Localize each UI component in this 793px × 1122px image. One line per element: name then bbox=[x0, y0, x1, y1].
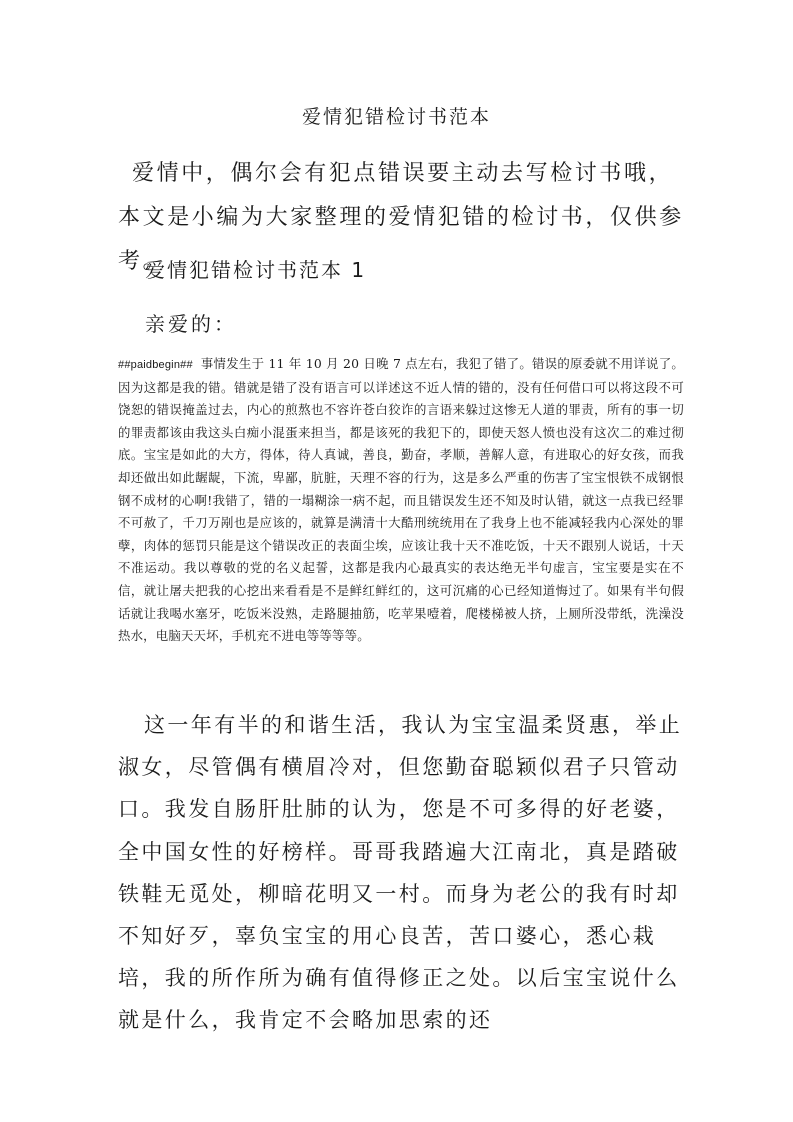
intro-paragraph: 爱情中，偶尔会有犯点错误要主动去写检讨书哦，本文是小编为大家整理的爱情犯错的检讨书，仅供参考。 bbox=[118, 161, 684, 274]
letter-paragraph-2: 这一年有半的和谐生活，我认为宝宝温柔贤惠，举止淑女，尽管偶有横眉冷对，但您勤奋聪颖似君子只管动口。我发自肠肝肚肺的认为，您是不可多得的好老婆，全中国女性的好榜样。哥哥我踏遍大江南北，真是踏破铁鞋无觅处，柳暗花明又一村。而身为老公的我有时却不知好歹，辜负宝宝的用心良苦，苦口婆心，悉心栽培，我的所作所为确有值得修正之处。以后宝宝说什么就是什么，我肯定不会略加思索的还 bbox=[118, 713, 683, 1033]
document-title: 爱情犯错检讨书范本 bbox=[301, 106, 491, 128]
letter-paragraph-1-text: 事情发生于 11 年 10 月 20 日晚 7 点左右，我犯了错了。错误的原委就不用详说了。因为这都是我的错。错就是错了没有语言可以详述这不近人情的错的，没有任何借口可以将这段不可饶恕的错误掩盖过去，内心的煎熬也不容许苍白狡诈的言语来躲过这惨无人道的罪责，所有的事一切的罪责都该由我这头白痴小混蛋来担当，都是该死的我犯下的，即使天怒人愤也没有这次二的难过彻底。宝宝是如此的大方，得体，待人真诚，善良，勤奋，孝顺，善解人意，有进取心的好女孩，而我却还做出如此龌龊，下流，卑鄙，肮脏，天理不容的行为，这是多么严重的伤害了宝宝恨铁不成钢恨钢不成材的心啊!我错了，错的一塌糊涂一病不起，而且错误发生还不知及时认错，就这一点我已经罪不可赦了，千刀万剐也是应该的，就算是满清十大酷刑统统用在了我身上也不能减轻我内心深处的罪孽，肉体的惩罚只能是这个错误改正的表面尘埃，应该让我十天不准吃饭，十天不跟别人说话，十天不准运动。我以尊敬的党的名义起誓，这都是我内心最真实的表达绝无半句虚言，宝宝要是实在不信，就让屠夫把我的心挖出来看看是不是鲜红鲜红的，这可沉痛的心已经知道悔过了。如果有半句假话就让我喝水塞牙，吃饭米没熟，走路腿抽筋，吃苹果噎着，爬楼梯被人挤，上厕所没带纸，洗澡没热水，电脑天天坏，手机充不进电等等等等。 bbox=[118, 356, 684, 644]
section-heading: 爱情犯错检讨书范本 1 bbox=[145, 258, 367, 282]
letter-paragraph-1 bbox=[118, 353, 684, 648]
salutation: 亲爱的： bbox=[145, 312, 237, 336]
paid-marker: ##paidbegin## bbox=[118, 359, 193, 371]
